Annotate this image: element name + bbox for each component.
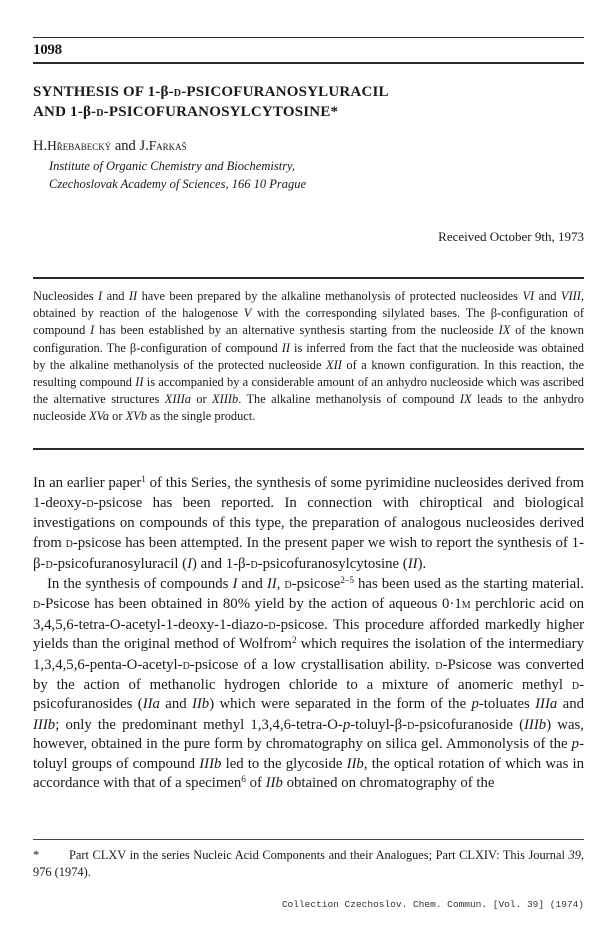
abstract-text: Nucleosides I and II have been prepared by the alkaline methanolysis of protected nucleosides VI and VIII, obtained by reaction of the halogenose V with the corresponding silylated bases. The β-configuration of compound I has been established by an alternative synthesis starting from the nucleoside IX of the known configuration. The β-configuration of compound II is inferred from the fact that the nucleoside was obtained by the alkaline methanolysis of the protected nucleoside XII of a known configuration. In this reaction, the resulting compound II is accompanied by a considerable amount of an anhydro nucleoside which was ascribed the alternative structures XIIIa or XIIIb. The alkaline methanolysis of compound IX leads to the anhydro nucleoside XVa or XVb as the single product. — [33, 289, 584, 424]
abstract — [33, 288, 584, 426]
footnote-mark: * — [33, 848, 40, 862]
header-bottom-rule — [33, 62, 584, 64]
body-text — [33, 474, 584, 794]
article-title — [33, 82, 389, 122]
affiliation: Institute of Organic Chemistry and Biochemistry, Czechoslovak Academy of Sciences, 166 10 Prague — [49, 159, 306, 191]
journal-footer: Collection Czechoslov. Chem. Commun. [Vol. 39] (1974) — [281, 899, 584, 910]
abstract-bottom-rule — [33, 448, 584, 450]
header-top-rule — [33, 37, 584, 38]
author-2: Farkaš — [148, 138, 187, 153]
paragraph-2: In the synthesis of compounds I and II, d-psicose$^{2-5}$ has been used as the starting material. d-Psicose has been obtained in 80% yield by the action of aqueous 0·1m perchloric acid on 3,4,5,6-tetra-O-acetyl-1-deoxy-1-diazo-d-psicose. This procedure afforded markedly higher yields than the original method of Wolfrom$^2$ which requires the isolation of the intermediary 1,3,4,5,6-penta-O-acetyl-d-psicose of a low crystallisation ability. d-Psicose was converted by the action of methanolic hydrogen chloride to a mixture of anomeric methyl d-psicofuranosides (IIa and IIb) which were separated in the form of the p-toluates IIIa and IIIb; only the predominant methyl 1,3,4,6-tetra-O-p-toluyl-β-d-psicofuranoside (IIIb) was, however, obtained in the pure form by chromatography on silica gel. Ammonolysis of the p-toluyl groups of compound IIIb led to the glycoside IIb, the optical rotation of which was in accordance with that of a specimen$^6$ of IIb obtained on chromatography of the — [33, 575, 585, 792]
footnote-rule — [33, 839, 584, 840]
title-line-2: AND 1-β-d-PSICOFURANOSYLCYTOSINE* — [33, 104, 339, 120]
abstract-top-rule — [33, 277, 584, 279]
paragraph-1: In an earlier paper$^1$ of this Series, the synthesis of some pyrimidine nucleosides derived from 1-deoxy-d-psicose has been reported. In connection with chiroptical and biological investigations on compounds of this type, the preparation of analogous nucleosides derived from d-psicose has been attempted. In the present paper we wish to report the synthesis of 1-β-d-psicofuranosyluracil (I) and 1-β-d-psicofuranosylcytosine (II). — [33, 473, 584, 572]
page-number: 1098 — [33, 42, 62, 58]
title-line-1: SYNTHESIS OF 1-β-d-PSICOFURANOSYLURACIL — [33, 84, 389, 100]
author-1: Hřebabecký — [47, 138, 112, 153]
footnote: * Part CLXV in the series Nucleic Acid Components and their Analogues; Part CLXIV: This Journal 39, 976 (1974). — [33, 848, 584, 879]
authors: H.Hřebabecký and J.Farkaš — [33, 138, 187, 154]
received-date: Received October 9th, 1973 — [438, 229, 584, 244]
